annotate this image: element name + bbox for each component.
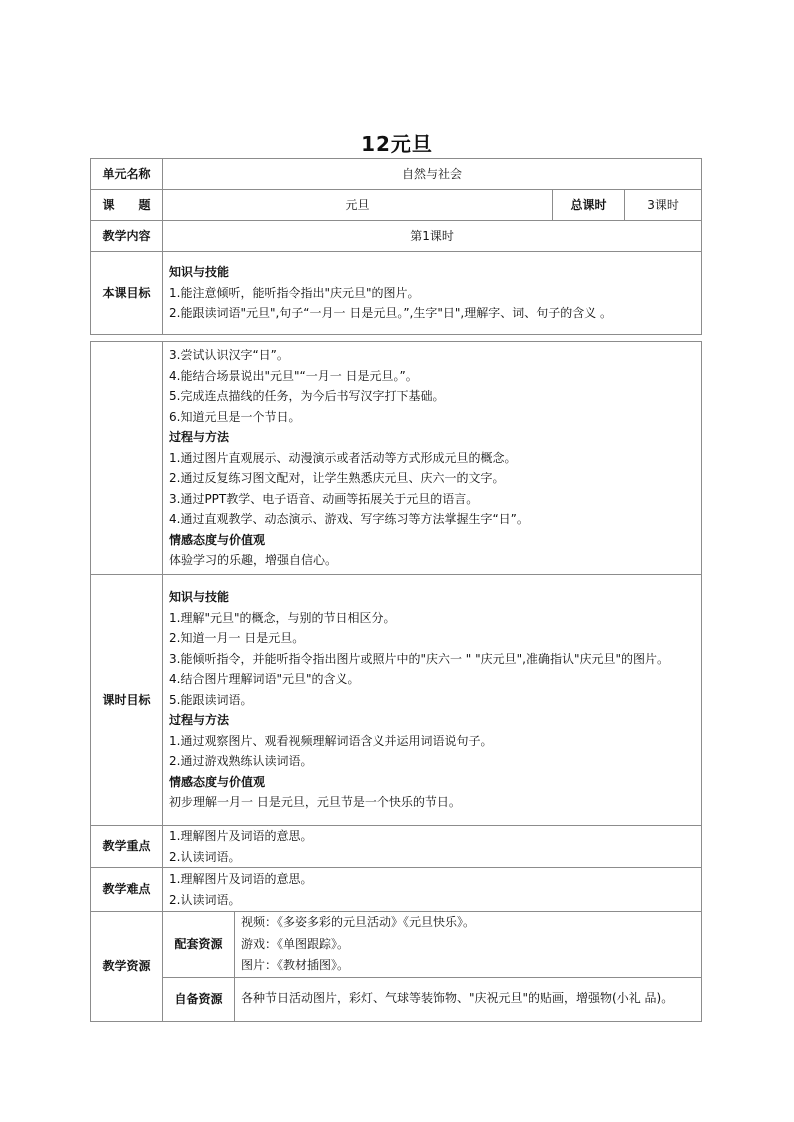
table-row — [91, 342, 702, 575]
goal-line: 2.通过反复练习图文配对，让学生熟悉庆元旦、庆六一的文字。 — [169, 471, 505, 486]
table-row — [91, 252, 702, 335]
process-heading: 过程与方法 — [169, 713, 230, 728]
topic-value: 元旦 — [163, 190, 553, 221]
table-row — [91, 868, 702, 912]
lesson-line: 2.通过游戏熟练认读词语。 — [169, 754, 313, 769]
difficulty-label: 教学难点 — [91, 868, 163, 912]
goal-line: 2.能跟读词语"元旦",句子“一月一 日是元旦。”,生字"日",理解字、词、句子的含义 。 — [169, 306, 613, 321]
lesson-info-table — [90, 158, 702, 335]
unit-value: 自然与社会 — [163, 159, 702, 190]
lesson-line: 3.能倾听指令，并能听指令指出图片或照片中的"庆六一 " "庆元旦",准确指认"庆元旦"的图片。 — [169, 651, 670, 666]
process-heading: 过程与方法 — [169, 430, 230, 445]
resource-line: 视频：《多姿多彩的元旦活动》《元旦快乐》。 — [241, 915, 476, 929]
topic-label: 课 题 — [91, 190, 163, 221]
lesson-line: 5.能跟读词语。 — [169, 692, 253, 707]
key-line: 2.认读词语。 — [169, 849, 241, 864]
content-label: 教学内容 — [91, 221, 163, 252]
goal-heading: 知识与技能 — [169, 265, 230, 280]
goal-line: 1.能注意倾听，能听指令指出"庆元旦"的图片。 — [169, 285, 420, 300]
lesson-line: 1.通过观察图片、观看视频理解词语含义并运用词语说句子。 — [169, 733, 493, 748]
attitude-heading: 情感态度与价值观 — [169, 532, 266, 547]
table-row — [91, 826, 702, 868]
difficulty-line: 1.理解图片及词语的意思。 — [169, 872, 313, 886]
key-line: 1.理解图片及词语的意思。 — [169, 829, 313, 843]
goal-label: 本课目标 — [91, 252, 163, 335]
objectives-table — [90, 341, 702, 1022]
difficulty-line: 2.认读词语。 — [169, 892, 241, 907]
total-hours-value: 3课时 — [625, 190, 702, 221]
table-row — [91, 221, 702, 252]
resource-label: 教学资源 — [91, 912, 163, 1022]
lesson-line: 4.结合图片理解词语"元旦"的含义。 — [169, 672, 360, 687]
goal-line: 体验学习的乐趣，增强自信心。 — [169, 553, 338, 568]
knowledge-heading: 知识与技能 — [169, 590, 230, 605]
attitude-heading: 情感态度与价值观 — [169, 774, 266, 789]
goal-line: 3.尝试认识汉字“日”。 — [169, 348, 289, 363]
key-point-content — [163, 826, 702, 868]
lesson-line: 初步理解一月一 日是元旦，元旦节是一个快乐的节日。 — [169, 795, 461, 810]
unit-label: 单元名称 — [91, 159, 163, 190]
goal-line: 4.通过直观教学、动态演示、游戏、写字练习等方法掌握生字“日”。 — [169, 512, 529, 527]
goal-line: 4.能结合场景说出"元旦"“一月一 日是元旦。”。 — [169, 368, 418, 383]
continuation-label-cell — [91, 342, 163, 575]
content-value: 第1课时 — [163, 221, 702, 252]
goal-line: 1.通过图片直观展示、动漫演示或者活动等方式形成元旦的概念。 — [169, 450, 517, 465]
page-title: 12元旦 — [361, 132, 433, 156]
supporting-resource-label: 配套资源 — [163, 912, 235, 978]
self-resource-content — [235, 977, 702, 1021]
goal-line: 6.知道元旦是一个节日。 — [169, 409, 301, 424]
table-row — [91, 912, 702, 978]
table-row — [91, 190, 702, 221]
total-hours-label: 总课时 — [553, 190, 625, 221]
goal-line: 5.完成连点描线的任务，为今后书写汉字打下基础。 — [169, 389, 445, 404]
lesson-line: 2.知道一月一 日是元旦。 — [169, 631, 305, 646]
lesson-line: 1.理解"元旦"的概念，与别的节日相区分。 — [169, 610, 396, 625]
difficulty-content — [163, 868, 702, 912]
goal-continuation — [163, 342, 702, 575]
self-resource-label: 自备资源 — [163, 977, 235, 1021]
lesson-goal-label: 课时目标 — [91, 575, 163, 826]
table-row — [91, 159, 702, 190]
lesson-goal-content — [163, 575, 702, 826]
goal-content — [163, 252, 702, 335]
table-row — [91, 575, 702, 826]
resource-line: 游戏：《单图跟踪》。 — [241, 936, 350, 951]
key-point-label: 教学重点 — [91, 826, 163, 868]
supporting-resource-content — [235, 912, 702, 978]
goal-line: 3.通过PPT教学、电子语音、动画等拓展关于元旦的语言。 — [169, 491, 479, 506]
resource-line: 各种节日活动图片，彩灯、气球等装饰物、"庆祝元旦"的贴画，增强物(小礼 品)。 — [241, 991, 674, 1006]
table-row — [91, 977, 702, 1021]
resource-line: 图片：《教材插图》。 — [241, 958, 350, 972]
